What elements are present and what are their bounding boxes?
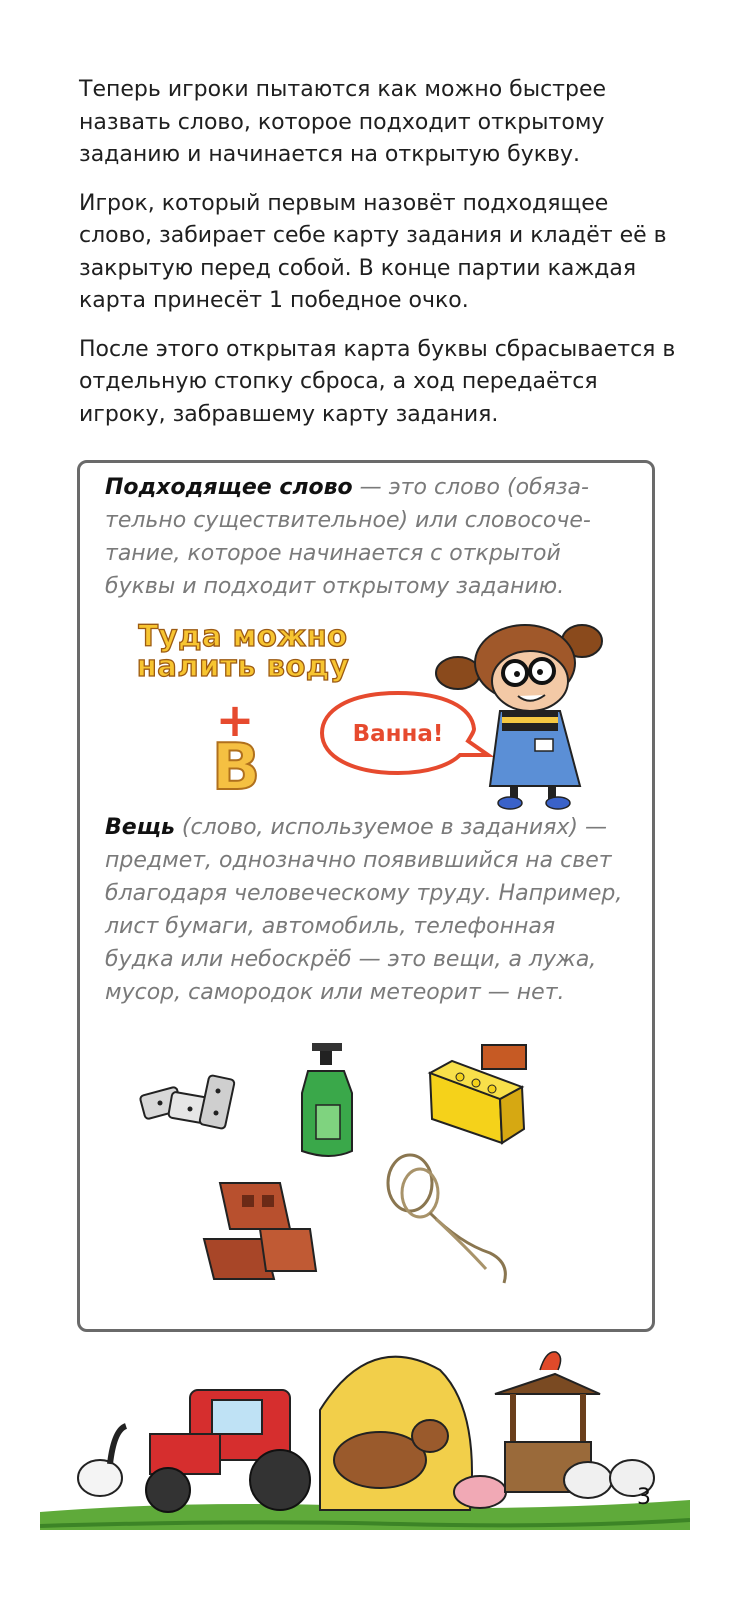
clay-bricks-icon	[204, 1183, 316, 1279]
task-card	[128, 621, 358, 681]
definition-text: — это слово (обязательно существительное) или словосочетание, которое начинается с открытой буквы и подходит открытому заданию.	[105, 475, 591, 599]
intro-paragraph-3: После этого открытая карта буквы сбрасывается в отдельную стопку сброса, а ход передаётся игроку, забравшему карту задания.	[79, 336, 676, 427]
definition-term: Подходящее слово	[105, 475, 353, 500]
soap-bottle-icon	[302, 1043, 352, 1156]
definition-thing	[105, 811, 630, 1009]
definition-suitable-word	[105, 471, 630, 603]
rope-icon	[388, 1155, 505, 1283]
intro-paragraph-1: Теперь игроки пытаются как можно быстрее назвать слово, которое подходит открытому заданию и начинается на открытую букву.	[79, 77, 607, 167]
plus-sign: +	[215, 693, 255, 747]
definition-term: Вещь	[105, 815, 175, 840]
task-card-line-1: Туда можно	[138, 619, 348, 653]
page-number: 3	[637, 1485, 651, 1510]
item-illustrations	[130, 1043, 550, 1307]
pig-icon	[454, 1476, 506, 1508]
farm-illustration	[40, 1330, 690, 1549]
speech-bubble-text: Ванна!	[352, 721, 444, 747]
dominoes-icon	[140, 1075, 235, 1129]
definitions-box	[77, 460, 655, 1332]
tractor-icon	[146, 1390, 310, 1512]
letter-card: В	[211, 731, 261, 805]
girl-illustration	[430, 611, 610, 815]
goose-icon	[78, 1426, 126, 1496]
task-card-line-2: налить воду	[136, 649, 350, 683]
intro-text	[79, 74, 679, 447]
definition-text: (слово, используемое в заданиях) — предмет, однозначно появившийся на свет благодаря человеческому труду. Например, лист бумаги, автомобиль, телефонная будка или небоскрёб — это вещи, а лужа, мусор, самородок или метеорит — нет.	[105, 815, 623, 1005]
intro-paragraph-2: Игрок, который первым назовёт подходящее слово, забирает себе карту задания и кладёт её в закрытую перед собой. В конце партии каждая карта принесёт 1 победное очко.	[79, 190, 667, 313]
lego-bricks-icon	[430, 1045, 526, 1143]
